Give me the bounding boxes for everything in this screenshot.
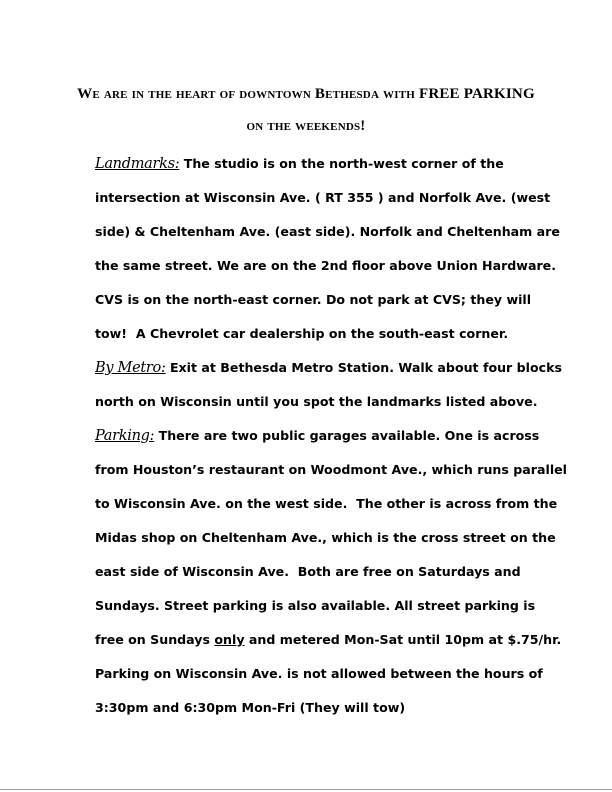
metro-line-2: north on Wisconsin until you spot the landmarks listed above. [95, 394, 538, 409]
parking-line-7-after: and metered Mon-Sat until 10pm at $.75/hr. [244, 632, 562, 647]
landmarks-heading: Landmarks: [95, 156, 180, 172]
parking-text-1: There are two public garages available. One is across [154, 428, 540, 443]
landmarks-line-5: CVS is on the north-east corner. Do not park at CVS; they will [95, 292, 532, 307]
landmarks-line-4: the same street. We are on the 2nd floor above Union Hardware. [95, 258, 556, 273]
parking-line-7 [95, 623, 562, 657]
parking-line-7-before: free on Sundays [95, 632, 215, 647]
landmarks-line-6: tow! A Chevrolet car dealership on the south-east corner. [95, 326, 509, 341]
landmarks-text-1: The studio is on the north-west corner of the [179, 156, 504, 171]
parking-line-3: to Wisconsin Ave. on the west side. The other is across from the [95, 496, 558, 511]
parking-only-emphasis: only [214, 632, 245, 647]
directions-body [95, 147, 567, 725]
parking-line-6: Sundays. Street parking is also available. All street parking is [95, 598, 536, 613]
metro-heading: By Metro: [95, 360, 166, 376]
parking-heading: Parking: [95, 428, 155, 444]
parking-line-8: Parking on Wisconsin Ave. is not allowed between the hours of [95, 666, 543, 681]
landmarks-line-3: side) & Cheltenham Ave. (east side). Norfolk and Cheltenham are [95, 224, 560, 239]
metro-line-1 [95, 351, 562, 385]
parking-line-1 [95, 419, 555, 453]
title-line-1: We are in the heart of downtown Bethesda with FREE PARKING [77, 86, 535, 102]
landmarks-line-2: intersection at Wisconsin Ave. ( RT 355 ) and Norfolk Ave. (west [95, 190, 551, 205]
metro-text-1: Exit at Bethesda Metro Station. Walk about four blocks [165, 360, 562, 375]
landmarks-line-1 [95, 147, 555, 181]
title-line-2: on the weekends! [246, 118, 366, 134]
parking-line-9: 3:30pm and 6:30pm Mon-Fri (They will tow) [95, 700, 406, 715]
page-bottom-divider [0, 789, 612, 790]
parking-line-4: Midas shop on Cheltenham Ave., which is the cross street on the [95, 530, 556, 545]
parking-line-2: from Houston’s restaurant on Woodmont Ave., which runs parallel [95, 462, 567, 477]
parking-line-5: east side of Wisconsin Ave. Both are free on Saturdays and [95, 564, 521, 579]
